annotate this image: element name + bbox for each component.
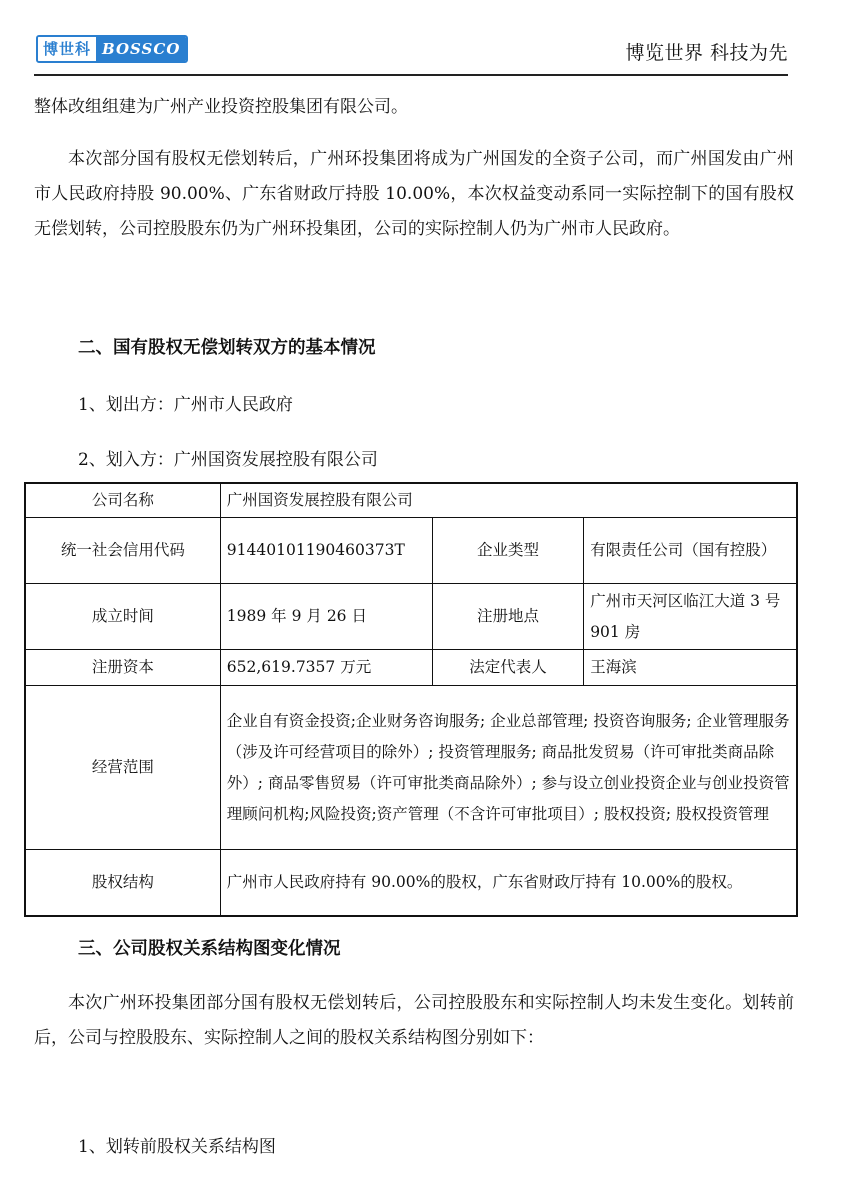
company-type-value: 有限责任公司（国有控股）: [584, 518, 797, 584]
business-scope-value: 企业自有资金投资;企业财务咨询服务; 企业总部管理; 投资咨询服务; 企业管理服务（涉及许可经营项目的除外）; 投资管理服务; 商品批发贸易（许可审批类商品除外）; 商品零售贸易（许可审批类商品除外）; 参与设立创业投资企业与创业投资管理顾问机构;风险投资;资产管理（不含许可审批项目）; 股权投资; 股权投资管理: [220, 686, 797, 850]
paragraph-2: 本次部分国有股权无偿划转后，广州环投集团将成为广州国发的全资子公司，而广州国发由广州市人民政府持股 90.00%、广东省财政厅持股 10.00%，本次权益变动系同一实际控制下的国有股权无偿划转，公司控股股东仍为广州环投集团，公司的实际控制人仍为广州市人民政府。: [34, 149, 794, 239]
table-row: [25, 686, 797, 850]
business-scope-label: 经营范围: [25, 686, 220, 850]
equity-structure-value: 广州市人民政府持有 90.00%的股权，广东省财政厅持有 10.00%的股权。: [220, 850, 797, 916]
logo-cn-text: 博世科: [38, 37, 96, 61]
header-slogan: 博览世界 科技为先: [625, 42, 788, 64]
legal-rep-label: 法定代表人: [432, 650, 583, 686]
table-row: [25, 650, 797, 686]
before-structure-item: 1、划转前股权关系结构图: [78, 1137, 276, 1157]
legal-rep-value: 王海滨: [584, 650, 797, 686]
table-row: [25, 850, 797, 916]
equity-structure-label: 股权结构: [25, 850, 220, 916]
bossco-logo: [36, 35, 188, 63]
capital-label: 注册资本: [25, 650, 220, 686]
transferor-item: 1、划出方：广州市人民政府: [78, 395, 293, 415]
section-heading-3: 三、公司股权关系结构图变化情况: [78, 939, 341, 959]
page-header: [34, 34, 788, 76]
table-row: [25, 483, 797, 518]
section-heading-2: 二、国有股权无偿划转双方的基本情况: [78, 338, 376, 358]
transferee-item: 2、划入方：广州国资发展控股有限公司: [78, 450, 378, 470]
address-value: 广州市天河区临江大道 3 号 901 房: [584, 584, 797, 650]
table-row: [25, 518, 797, 584]
table-row: [25, 584, 797, 650]
paragraph-3: 本次广州环投集团部分国有股权无偿划转后，公司控股股东和实际控制人均未发生变化。划转前后，公司与控股股东、实际控制人之间的股权关系结构图分别如下：: [34, 993, 794, 1048]
founded-label: 成立时间: [25, 584, 220, 650]
credit-code-label: 统一社会信用代码: [25, 518, 220, 584]
credit-code-value: 91440101190460373T: [220, 518, 432, 584]
paragraph-1: 整体改组组建为广州产业投资控股集团有限公司。: [34, 97, 408, 117]
address-label: 注册地点: [432, 584, 583, 650]
company-type-label: 企业类型: [432, 518, 583, 584]
company-name-label: 公司名称: [25, 483, 220, 518]
capital-value: 652,619.7357 万元: [220, 650, 432, 686]
founded-value: 1989 年 9 月 26 日: [220, 584, 432, 650]
logo-en-text: BOSSCO: [96, 37, 186, 61]
company-name-value: 广州国资发展控股有限公司: [220, 483, 797, 518]
transferee-info-table: [24, 482, 798, 917]
